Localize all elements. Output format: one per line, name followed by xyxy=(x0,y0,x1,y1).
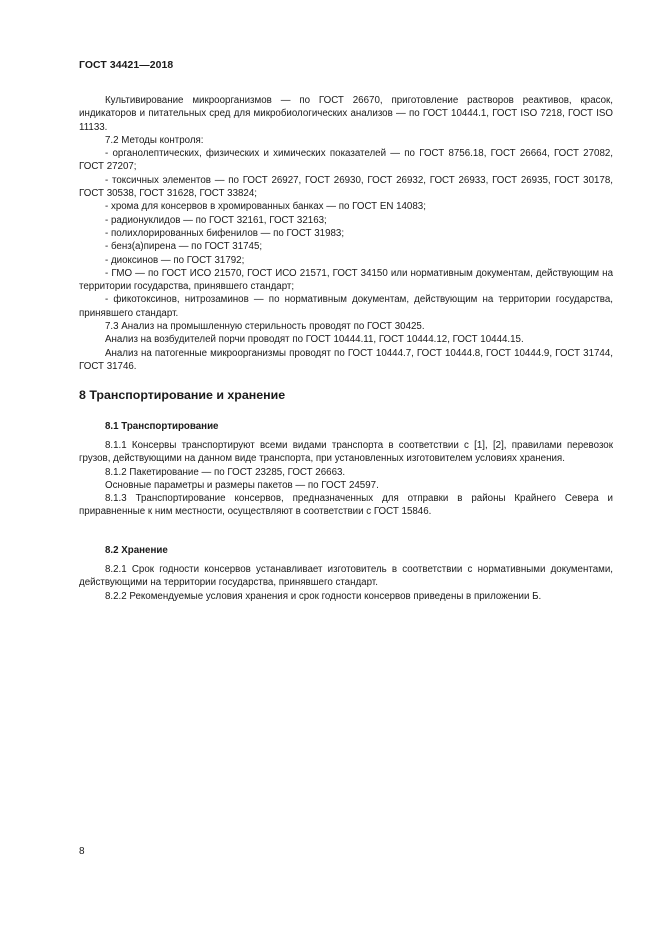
list-item: - радионуклидов — по ГОСТ 32161, ГОСТ 32163; xyxy=(105,214,327,226)
section-8-1-text xyxy=(79,439,613,519)
paragraph: 8.1.3 Транспортирование консервов, предназначенных для отправки в районы Крайнего Севера и приравненные к ним местности, осуществляют в соответствии с ГОСТ 15846. xyxy=(79,493,613,518)
list-item: - бенз(а)пирена — по ГОСТ 31745; xyxy=(105,241,263,253)
paragraph: 7.3 Анализ на промышленную стерильность проводят по ГОСТ 30425. xyxy=(105,321,425,333)
list-item: - фикотоксинов, нитрозаминов — по нормативным документам, действующим на территории государства, принявшего стандарт. xyxy=(79,294,613,319)
list-item: - органолептических, физических и химических показателей — по ГОСТ 8756.18, ГОСТ 26664, ГОСТ 27082, ГОСТ 27207; xyxy=(79,148,613,173)
document-header: ГОСТ 34421—2018 xyxy=(79,60,174,71)
paragraph: Анализ на возбудителей порчи проводят по ГОСТ 10444.11, ГОСТ 10444.12, ГОСТ 10444.15. xyxy=(105,334,524,346)
paragraph: 8.2.1 Срок годности консервов устанавливает изготовитель в соответствии с нормативными документами, действующими на территории государства, принявшего стандарт. xyxy=(79,564,613,589)
subsection-title: 8.2 Хранение xyxy=(105,545,168,556)
page-number: 8 xyxy=(79,846,85,857)
paragraph: 7.2 Методы контроля: xyxy=(105,134,204,146)
list-item: - токсичных элементов — по ГОСТ 26927, ГОСТ 26930, ГОСТ 26932, ГОСТ 26933, ГОСТ 26935, ГОСТ 30178, ГОСТ 30538, ГОСТ 31628, ГОСТ 33824; xyxy=(79,174,613,200)
list-item: - полихлорированных бифенилов — по ГОСТ 31983; xyxy=(105,227,345,239)
section-title: 8 Транспортирование и хранение xyxy=(79,388,286,402)
section-7-text xyxy=(79,94,613,373)
paragraph: Основные параметры и размеры пакетов — по ГОСТ 24597. xyxy=(105,479,379,491)
section-8-2-text xyxy=(79,563,613,603)
paragraph: Культивирование микроорганизмов — по ГОСТ 26670, приготовление растворов реактивов, красок, индикаторов и питательных сред для микробиологических анализов — по ГОСТ 10444.1, ГОСТ ISO 7218, ГОСТ ISO 11133. xyxy=(79,95,613,133)
paragraph: 8.1.1 Консервы транспортируют всеми видами транспорта в соответствии с [1], [2], правилами перевозок грузов, действующими на данном виде транспорта, при установленных изготовителем условиях хранения. xyxy=(79,440,613,465)
list-item: - диоксинов — по ГОСТ 31792; xyxy=(105,254,245,266)
subsection-title: 8.1 Транспортирование xyxy=(105,421,219,432)
paragraph: Анализ на патогенные микроорганизмы проводят по ГОСТ 10444.7, ГОСТ 10444.8, ГОСТ 10444.9, ГОСТ 31744, ГОСТ 31746. xyxy=(79,347,613,372)
paragraph: 8.2.2 Рекомендуемые условия хранения и срок годности консервов приведены в приложении Б. xyxy=(105,590,542,602)
list-item: - ГМО — по ГОСТ ИСО 21570, ГОСТ ИСО 21571, ГОСТ 34150 или нормативным документам, действующим на территории государства, принявшего стандарт; xyxy=(79,267,613,293)
paragraph: 8.1.2 Пакетирование — по ГОСТ 23285, ГОСТ 26663. xyxy=(105,466,346,478)
list-item: - хрома для консервов в хромированных банках — по ГОСТ EN 14083; xyxy=(105,201,426,213)
